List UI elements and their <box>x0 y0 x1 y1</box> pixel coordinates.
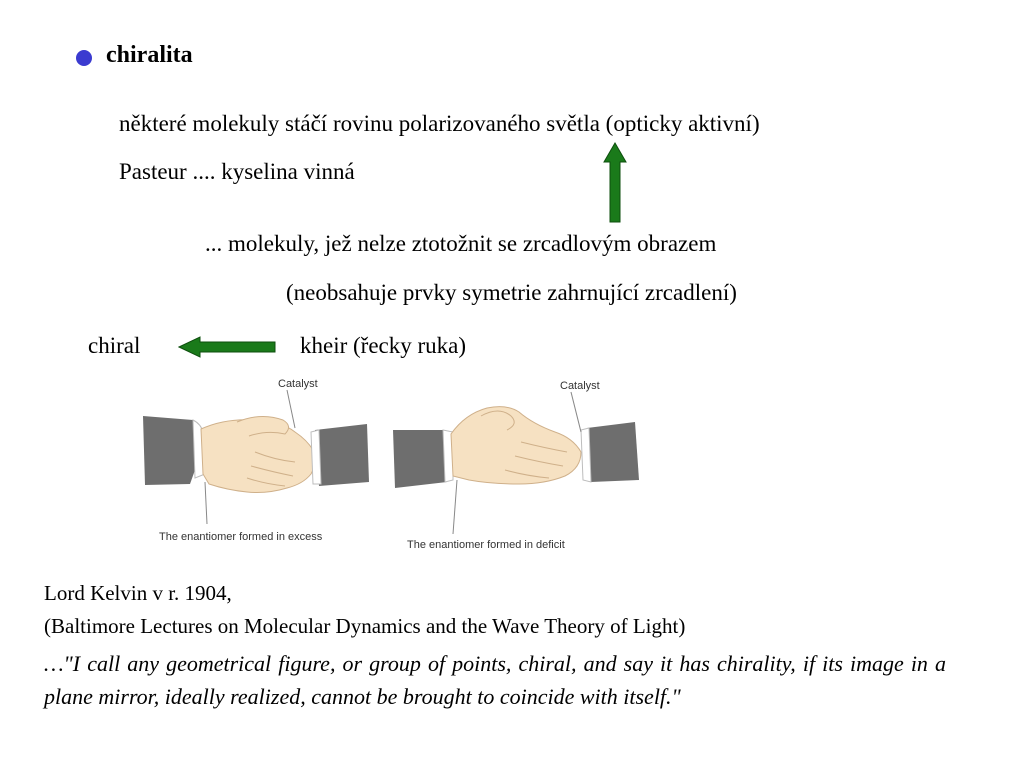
left-arrow-icon <box>178 335 278 359</box>
right-enantiomer-caption: The enantiomer formed in deficit <box>407 539 565 551</box>
left-enantiomer-caption: The enantiomer formed in excess <box>159 531 323 543</box>
handshake-right <box>393 392 639 534</box>
right-catalyst-label: Catalyst <box>560 380 600 392</box>
baltimore-lectures-line: (Baltimore Lectures on Molecular Dynamics and the Wave Theory of Light) <box>44 614 686 638</box>
optical-activity-line: některé molekuly stáčí rovinu polarizovaného světla (opticky aktivní) <box>119 111 760 136</box>
chiral-word: chiral <box>88 333 141 358</box>
left-catalyst-label: Catalyst <box>278 378 318 390</box>
handshake-left <box>143 390 369 524</box>
kelvin-line: Lord Kelvin v r. 1904, <box>44 581 232 605</box>
pasteur-line: Pasteur .... kyselina vinná <box>119 159 355 184</box>
slide-heading: chiralita <box>106 42 193 68</box>
handshake-figure <box>135 372 675 557</box>
kheir-line: kheir (řecky ruka) <box>300 333 467 358</box>
kelvin-quote: …"I call any geometrical figure, or group of points, chiral, and say it has chirality, if its image in a plane mirror, ideally realized, cannot be brought to coincide with itself." <box>44 651 946 709</box>
bullet-icon <box>76 50 92 66</box>
symmetry-line: (neobsahuje prvky symetrie zahrnující zrcadlení) <box>286 280 737 305</box>
up-arrow-icon <box>602 142 628 224</box>
molecules-line: ... molekuly, jež nelze ztotožnit se zrcadlovým obrazem <box>205 231 717 256</box>
